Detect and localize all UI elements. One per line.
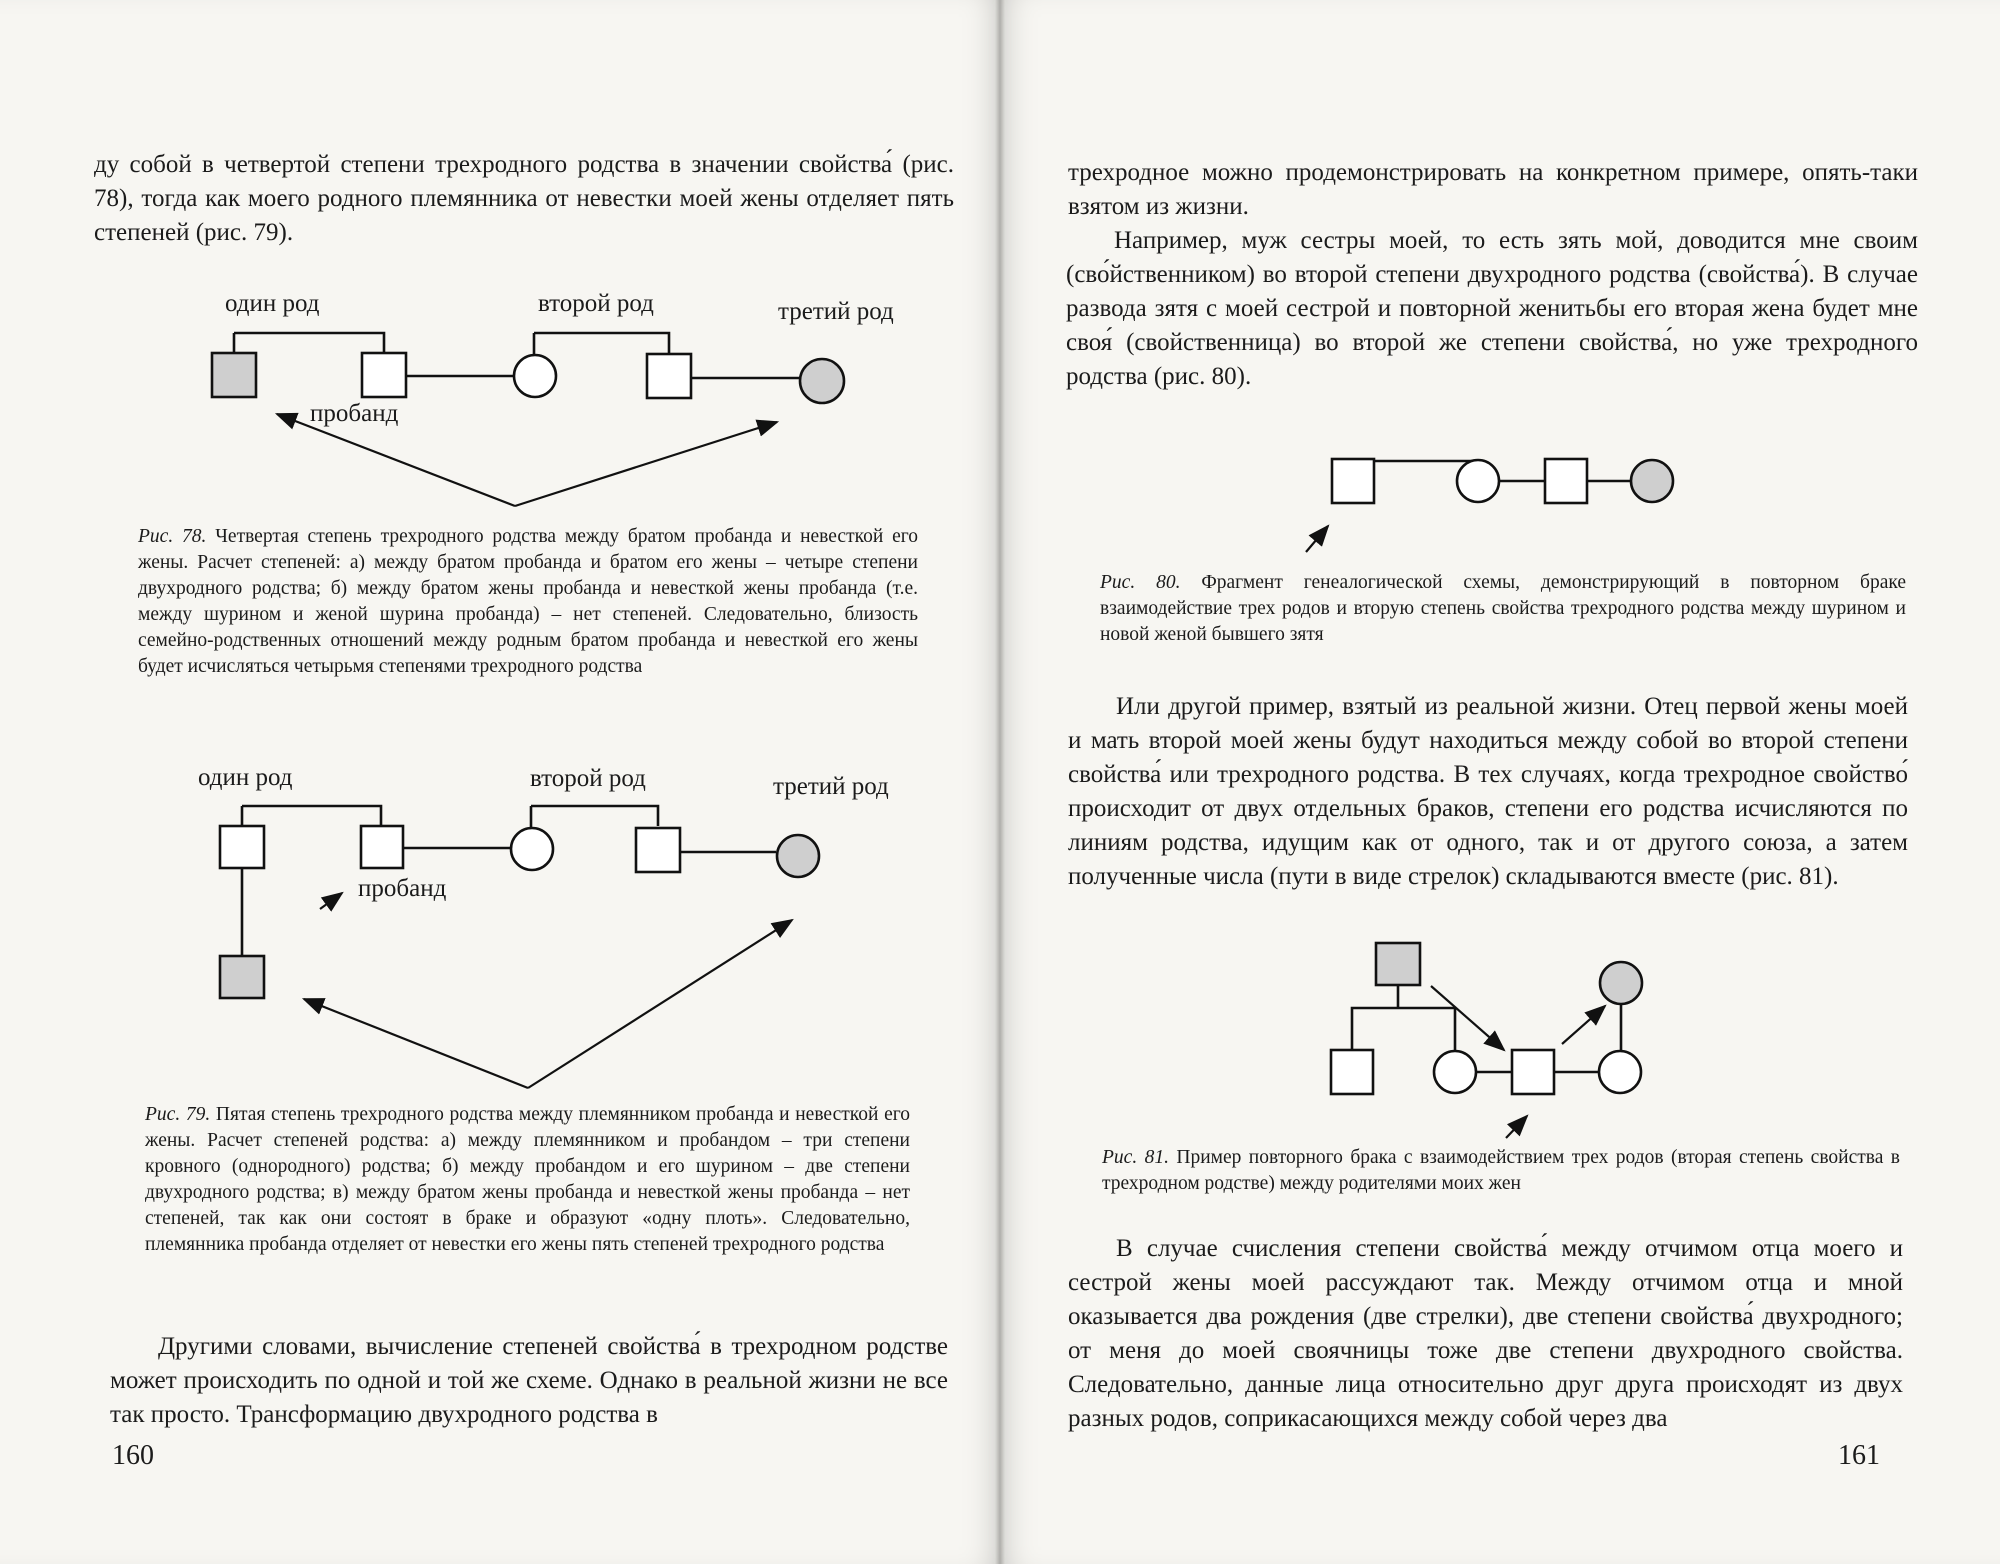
fig80-caption-text: Фрагмент генеалогической схемы, демонстрирующий в повторном браке взаимодействие трех родов и вторую степень свойства трехродного родства между шурином и новой женой бывшего зятя [1100, 572, 1907, 645]
fig79-brother-square [220, 826, 264, 868]
fig79-sister-in-law-circle [777, 835, 819, 877]
fig78-sister-in-law-circle [800, 359, 844, 403]
left-outro-paragraph [110, 1330, 948, 1432]
right-p4-text: В случае счисления степени свойства́ между отчимом отца моего и сестрой жены моей рассуждают так. Между отчимом отца и мной оказывается два рождения (две стрелки), две степени свойства́ двухродного; от меня до моей своячницы тоже две степени двухродного свойства. Следовательно, данные лица относительно друг друга происходят из двух разных родов, соприкасающихся между собой через два [1068, 1235, 1903, 1432]
fig78-label-clan2: второй род [538, 290, 654, 317]
fig81-arrow-up [1562, 1006, 1605, 1044]
fig79-caption-number: Рис. 79. [145, 1104, 211, 1125]
fig78-proband-square [362, 353, 406, 397]
fig81-caption-number: Рис. 81. [1102, 1147, 1169, 1168]
fig79-nephew-square [220, 956, 264, 998]
fig81-stepfather-square [1376, 943, 1420, 985]
fig81-mother-circle [1600, 962, 1642, 1004]
fig79-wife-circle [511, 828, 553, 870]
fig78-label-proband: пробанд [310, 400, 399, 427]
fig79-label-proband: пробанд [358, 875, 447, 902]
fig78-caption [138, 524, 918, 680]
fig79-proband-arrow [320, 893, 342, 909]
fig79-arrow-left [304, 999, 528, 1088]
right-paragraph-4 [1068, 1232, 1903, 1436]
fig79-caption [145, 1102, 910, 1258]
fig81-arrow-down [1431, 986, 1504, 1050]
right-paragraph-3 [1068, 690, 1908, 894]
fig81-me-arrow [1506, 1116, 1527, 1138]
left-intro-text: ду собой в четвертой степени трехродного родства в значении свойства́ (рис. 78), тогда как моего родного племянника от невестки моей жены отделяет пять степеней (рис. 79). [94, 151, 954, 246]
fig79-label-clan1: один род [198, 764, 293, 791]
left-outro-text: Другими словами, вычисление степеней свойства́ в трехродном родстве может происходить по одной и той же схеме. Однако в реальной жизни не все так просто. Трансформацию двухродного родства в [110, 1333, 948, 1428]
fig78-label-clan1: один род [225, 290, 320, 317]
fig79-wife-brother-square [636, 828, 680, 872]
fig80-me-square [1332, 459, 1374, 503]
fig81-caption [1102, 1145, 1900, 1197]
fig81-me-square [1512, 1050, 1554, 1094]
fig78-arrow-right [515, 422, 777, 506]
fig79-label-clan3: третий род [773, 773, 889, 800]
right-page-number: 161 [1838, 1440, 1880, 1471]
fig78-diagram [212, 333, 844, 506]
fig78-brother-square [212, 353, 256, 397]
fig81-first-wife-circle [1434, 1051, 1476, 1093]
fig80-sister-circle [1457, 460, 1499, 502]
fig80-arrow [1306, 526, 1328, 552]
fig81-caption-text: Пример повторного брака с взаимодействием трех родов (вторая степень свойства в трехродном родстве) между родителями моих жен [1102, 1147, 1900, 1194]
fig79-proband-square [361, 826, 403, 868]
fig80-diagram [1306, 459, 1673, 552]
fig78-arrow-left [277, 414, 515, 506]
fig78-caption-number: Рис. 78. [138, 526, 207, 547]
fig81-diagram [1331, 943, 1642, 1138]
fig80-caption [1100, 570, 1906, 648]
right-p3-text: Или другой пример, взятый из реальной жизни. Отец первой жены моей и мать второй моей жены будут находиться между собой во второй степени свойства́ или трехродного родства. В тех случаях, когда трехродное свойство́ происходит от двух отдельных браков, степени его родства исчисляются по линиям родства, идущим как от одного, так и от другого союза, а затем полученные числа (пути в виде стрелок) складываются вместе (рис. 81). [1068, 693, 1908, 890]
fig79-caption-text: Пятая степень трехродного родства между племянником пробанда и невесткой его жены. Расчет степеней родства: а) между племянником и пробандом – три степени кровного (однородного) родства; б) между пробандом и его шурином – две степени двухродного родства; в) между братом жены пробанда и невесткой жены пробанда – нет степеней, так как они состоят в браке и образуют «одну плоть». Следовательно, племянника пробанда отделяет от невестки его жены пять степеней трехродного родства [145, 1104, 910, 1255]
fig78-wife-brother-square [647, 354, 691, 398]
fig80-caption-number: Рис. 80. [1100, 572, 1181, 593]
right-p1-text: трехродное можно продемонстрировать на конкретном примере, опять-таки взятом из жизни. [1068, 159, 1918, 220]
right-paragraph-2 [1066, 224, 1918, 394]
fig78-caption-text: Четвертая степень трехродного родства между братом пробанда и невесткой его жены. Расчет степеней: а) между братом пробанда и братом его жены – четыре степени двухродного родства; б) между братом жены пробанда и невесткой жены пробанда (т.е. между шурином и женой шурина пробанда) – нет степеней. Следовательно, близость семейно-родственных отношений между родным братом пробанда и невесткой его жены будет исчисляться четырьмя степенями трехродного родства [138, 526, 918, 677]
fig79-arrow-right [528, 920, 792, 1088]
fig81-second-wife-circle [1599, 1051, 1641, 1093]
left-page-number: 160 [112, 1440, 154, 1471]
right-p2-text: Например, муж сестры моей, то есть зять мой, доводится мне своим (сво́йственником) во второй степени двухродного родства (свойства́). В случае развода зятя с моей сестрой и повторной женитьбы его вторая жена будет мне своя́ (свойственница) во второй же степени свойства́, но уже трехродного родства (рис. 80). [1066, 227, 1918, 390]
fig79-diagram [220, 806, 819, 1088]
fig80-new-wife-circle [1631, 460, 1673, 502]
fig81-brother-square [1331, 1050, 1373, 1094]
fig80-brother-in-law-square [1545, 459, 1587, 503]
right-paragraph-1 [1068, 156, 1918, 224]
fig79-label-clan2: второй род [530, 765, 646, 792]
fig78-label-clan3: третий род [778, 298, 894, 325]
fig78-wife-circle [514, 355, 556, 397]
